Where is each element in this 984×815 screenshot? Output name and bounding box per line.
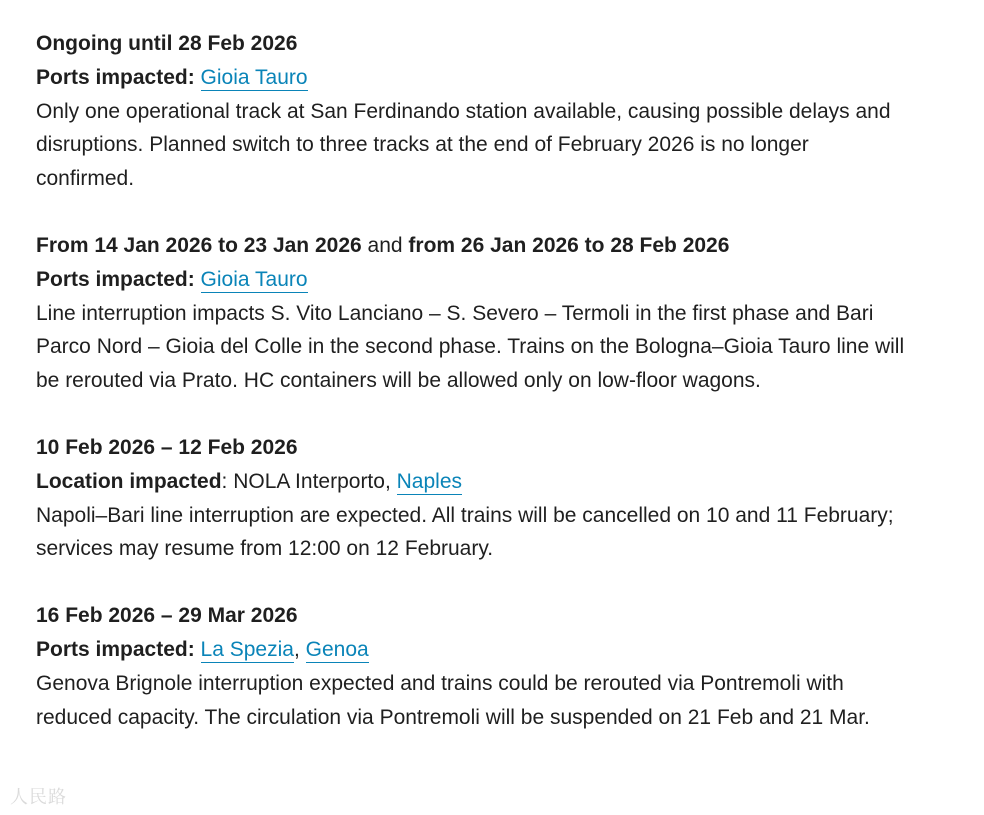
notice-date-heading	[36, 229, 906, 263]
notice-description: Napoli–Bari line interruption are expected. All trains will be cancelled on 10 and 11 February; services may resume from 12:00 on 12 February.	[36, 503, 894, 561]
notice-item	[36, 229, 906, 398]
impact-label: Location impacted	[36, 469, 222, 493]
date-range-joiner: and	[367, 233, 403, 257]
impact-label: Ports impacted:	[36, 267, 195, 291]
port-link-gioia-tauro[interactable]: Gioia Tauro	[200, 267, 308, 291]
impact-label: Ports impacted:	[36, 65, 195, 89]
watermark-logo: 人民路	[10, 787, 67, 808]
impact-location-text: : NOLA Interporto,	[221, 469, 391, 493]
date-range-2: from 26 Jan 2026 to 28 Feb 2026	[408, 233, 730, 257]
notice-impact-line	[36, 61, 906, 95]
port-link-la-spezia[interactable]: La Spezia	[200, 637, 294, 661]
notice-item	[36, 431, 906, 566]
notice-impact-line	[36, 263, 906, 297]
notice-item	[36, 27, 906, 196]
notice-impact-line	[36, 465, 906, 499]
notice-impact-line	[36, 633, 906, 667]
impact-label: Ports impacted:	[36, 637, 195, 661]
port-link-genoa[interactable]: Genoa	[305, 637, 369, 661]
port-link-gioia-tauro[interactable]: Gioia Tauro	[200, 65, 308, 89]
location-link-naples[interactable]: Naples	[396, 469, 463, 493]
notice-date-heading: 10 Feb 2026 – 12 Feb 2026	[36, 435, 298, 459]
link-separator: ,	[293, 637, 300, 661]
notice-description: Genova Brignole interruption expected and trains could be rerouted via Pontremoli with reduced capacity. The circulation via Pontremoli will be suspended on 21 Feb and 21 Mar.	[36, 671, 870, 729]
notice-date-heading: 16 Feb 2026 – 29 Mar 2026	[36, 604, 298, 628]
notice-description: Line interruption impacts S. Vito Lanciano – S. Severo – Termoli in the first phase and Bari Parco Nord – Gioia del Colle in the second phase. Trains on the Bologna–Gioia Tauro line will be rerouted via Prato. HC containers will be allowed only on low-floor wagons.	[36, 301, 905, 393]
notice-item	[36, 599, 906, 734]
notices-list	[36, 27, 906, 767]
date-range-1: From 14 Jan 2026 to 23 Jan 2026	[36, 233, 362, 257]
notice-description: Only one operational track at San Ferdinando station available, causing possible delays and disruptions. Planned switch to three tracks at the end of February 2026 is no longer confirmed.	[36, 99, 891, 191]
notice-date-heading: Ongoing until 28 Feb 2026	[36, 32, 298, 55]
